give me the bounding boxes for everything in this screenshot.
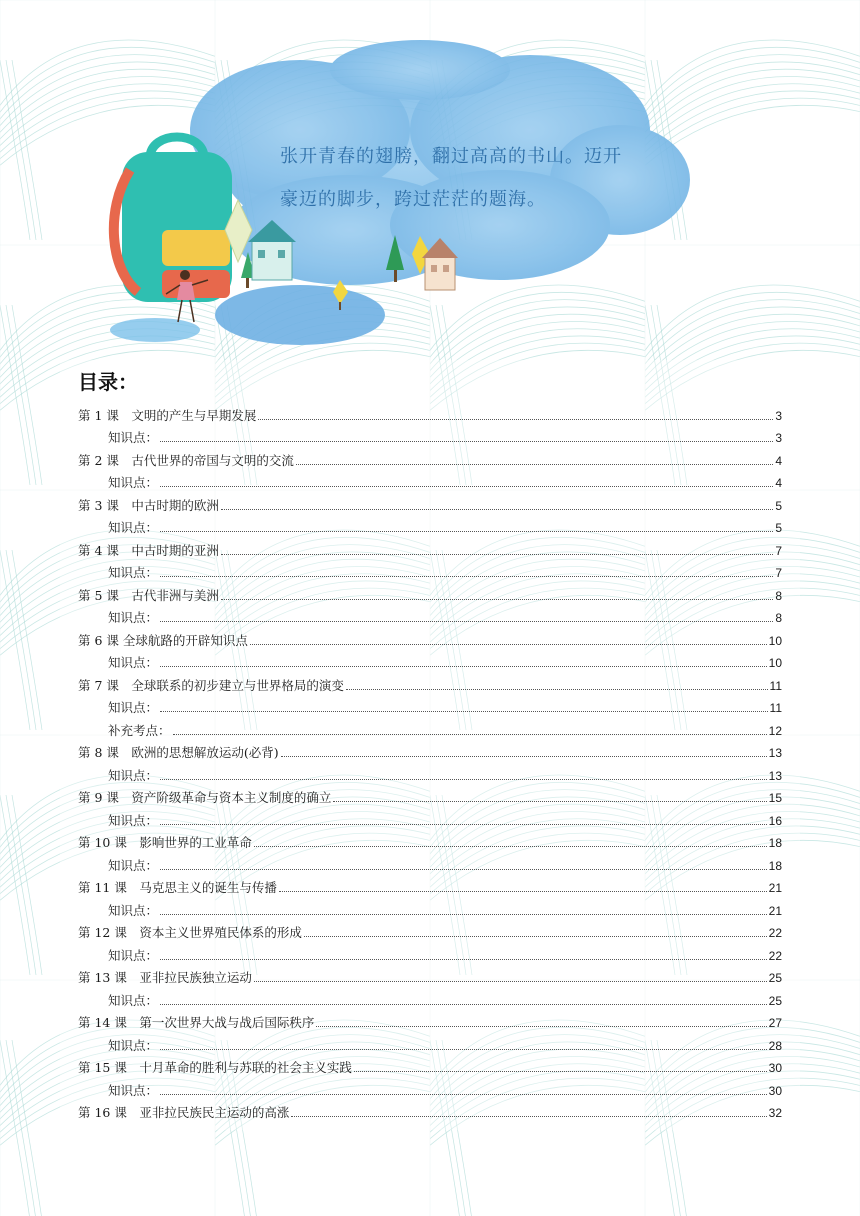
toc-page-number: 4	[775, 476, 782, 490]
toc-page-number: 10	[768, 656, 782, 670]
toc-page-number: 8	[775, 611, 782, 625]
toc-page-number: 11	[769, 678, 782, 693]
toc-subentry[interactable]	[78, 806, 782, 829]
toc-subentry[interactable]	[78, 851, 782, 874]
toc-entry[interactable]	[78, 1009, 782, 1032]
toc-page-number: 5	[775, 521, 782, 535]
toc-entry-label: 第 12 课 资本主义世界殖民体系的形成	[78, 925, 302, 940]
toc-leader-dots	[279, 890, 767, 892]
toc-leader-dots	[160, 958, 767, 960]
toc-page-number: 7	[775, 543, 782, 558]
toc-entry[interactable]	[78, 1099, 782, 1122]
toc-entry[interactable]	[78, 446, 782, 469]
toc-leader-dots	[281, 755, 767, 757]
toc-leader-dots	[354, 1070, 767, 1072]
toc-leader-dots	[221, 508, 773, 510]
toc-title: 目录：	[78, 370, 138, 394]
toc-entry-label: 第 7 课 全球联系的初步建立与世界格局的演变	[78, 677, 344, 693]
toc-page-number: 28	[768, 1038, 782, 1053]
toc-entry-label: 补充考点：	[108, 722, 171, 738]
puddle	[110, 318, 200, 342]
slogan-line-2: 豪迈的脚步，跨过茫茫的题海。	[280, 189, 546, 210]
slogan-line-1: 张开青春的翅膀，翻过高高的书山。迈开	[280, 146, 622, 167]
toc-page-number: 32	[768, 1106, 782, 1120]
toc-entry[interactable]	[78, 536, 782, 559]
toc-page-number: 3	[775, 431, 782, 445]
toc-leader-dots	[160, 1003, 767, 1005]
toc-page-number: 30	[768, 1061, 782, 1075]
toc-leader-dots	[296, 463, 773, 465]
toc-entry-label: 知识点：	[108, 857, 159, 873]
toc-entry-label: 知识点：	[108, 992, 159, 1008]
toc-entry-label: 第 9 课 资产阶级革命与资本主义制度的确立	[78, 790, 332, 805]
toc-entry-label: 知识点：	[108, 947, 159, 963]
toc-page-number: 10	[768, 633, 782, 648]
toc-subentry[interactable]	[78, 514, 782, 537]
toc-leader-dots	[160, 575, 773, 577]
toc-leader-dots	[160, 665, 767, 667]
toc-page-number: 15	[768, 791, 782, 805]
backpack-icon	[114, 137, 232, 302]
toc-entry[interactable]	[78, 784, 782, 807]
toc-entry[interactable]	[78, 919, 782, 942]
small-cloud	[215, 285, 385, 345]
toc-entry-label: 知识点：	[108, 700, 159, 715]
toc-entry[interactable]	[78, 829, 782, 852]
toc-entry-label: 第 6 课 全球航路的开辟知识点	[78, 632, 248, 648]
toc-leader-dots	[221, 553, 773, 555]
toc-entry[interactable]	[78, 964, 782, 987]
toc-page-number: 25	[768, 971, 782, 985]
toc-entry-label: 第 1 课 文明的产生与早期发展	[78, 407, 257, 423]
toc-page-number: 21	[768, 903, 782, 918]
toc-entry-label: 知识点：	[108, 902, 159, 918]
toc-leader-dots	[160, 710, 768, 712]
toc-entry-label: 第 11 课 马克思主义的诞生与传播	[78, 880, 277, 895]
toc-page-number: 16	[768, 813, 782, 828]
toc-subentry[interactable]	[78, 1076, 782, 1099]
toc-entry-label: 第 15 课 十月革命的胜利与苏联的社会主义实践	[78, 1060, 352, 1075]
toc-leader-dots	[160, 530, 773, 532]
toc-entry-label: 知识点：	[108, 520, 159, 535]
toc-entry[interactable]	[78, 1054, 782, 1077]
toc-subentry[interactable]	[78, 941, 782, 964]
toc-leader-dots	[316, 1025, 766, 1027]
toc-subentry[interactable]	[78, 649, 782, 672]
toc-leader-dots	[160, 778, 767, 780]
toc-entry-label: 第 13 课 亚非拉民族独立运动	[78, 970, 252, 985]
toc-entry[interactable]	[78, 671, 782, 694]
toc-leader-dots	[160, 440, 773, 442]
toc-leader-dots	[160, 1048, 767, 1050]
toc-page-number: 12	[768, 723, 782, 738]
toc-leader-dots	[254, 980, 767, 982]
toc-entry-label: 知识点：	[108, 430, 159, 445]
toc-leader-dots	[254, 845, 767, 847]
toc-entry-label: 第 5 课 古代非洲与美洲	[78, 587, 219, 603]
toc-subentry[interactable]	[78, 896, 782, 919]
toc-leader-dots	[173, 733, 767, 735]
toc-entry-label: 知识点：	[108, 565, 159, 580]
toc-entry[interactable]	[78, 626, 782, 649]
toc-entry-label: 第 16 课 亚非拉民族民主运动的高涨	[78, 1105, 290, 1120]
toc-subentry[interactable]	[78, 559, 782, 582]
toc-subentry[interactable]	[78, 761, 782, 784]
toc-page-number: 22	[768, 926, 782, 940]
toc-leader-dots	[258, 418, 773, 420]
toc-page-number: 7	[775, 566, 782, 580]
toc-leader-dots	[160, 868, 767, 870]
toc-page-number: 8	[775, 588, 782, 603]
toc-entry[interactable]	[78, 401, 782, 424]
toc-entry-label: 第 3 课 中古时期的欧洲	[78, 497, 219, 513]
table-of-contents	[78, 401, 782, 1121]
toc-leader-dots	[291, 1115, 766, 1117]
toc-subentry[interactable]	[78, 469, 782, 492]
toc-page-number: 18	[768, 836, 782, 850]
toc-leader-dots	[160, 823, 767, 825]
toc-subentry[interactable]	[78, 716, 782, 739]
toc-entry[interactable]	[78, 739, 782, 762]
toc-leader-dots	[250, 643, 767, 645]
toc-page-number: 11	[769, 701, 782, 715]
toc-subentry[interactable]	[78, 1031, 782, 1054]
toc-entry-label: 知识点：	[108, 1082, 159, 1098]
toc-page-number: 22	[768, 948, 782, 963]
toc-page-number: 25	[768, 993, 782, 1008]
toc-leader-dots	[160, 1093, 767, 1095]
toc-entry[interactable]	[78, 581, 782, 604]
toc-entry-label: 第 2 课 古代世界的帝国与文明的交流	[78, 452, 294, 468]
toc-page-number: 18	[768, 858, 782, 873]
toc-leader-dots	[160, 913, 767, 915]
toc-entry[interactable]	[78, 874, 782, 897]
toc-leader-dots	[333, 800, 766, 802]
toc-entry-label: 第 8 课 欧洲的思想解放运动(必背)	[78, 745, 279, 760]
toc-subentry[interactable]	[78, 694, 782, 717]
toc-subentry[interactable]	[78, 604, 782, 627]
toc-leader-dots	[160, 620, 773, 622]
toc-entry-label: 第 4 课 中古时期的亚洲	[78, 542, 219, 558]
toc-leader-dots	[304, 935, 767, 937]
toc-subentry[interactable]	[78, 986, 782, 1009]
toc-entry-label: 知识点：	[108, 610, 159, 625]
toc-page-number: 4	[775, 453, 782, 468]
toc-subentry[interactable]	[78, 424, 782, 447]
toc-page-number: 13	[768, 746, 782, 760]
toc-page-number: 5	[775, 498, 782, 513]
toc-entry-label: 知识点：	[108, 1037, 159, 1053]
toc-entry-label: 知识点：	[108, 655, 159, 670]
toc-page-number: 21	[768, 881, 782, 895]
toc-entry[interactable]	[78, 491, 782, 514]
toc-entry-label: 第 14 课 第一次世界大战与战后国际秩序	[78, 1015, 315, 1030]
toc-page-number: 13	[768, 768, 782, 783]
toc-page-number: 30	[768, 1083, 782, 1098]
toc-entry-label: 知识点：	[108, 767, 159, 783]
toc-leader-dots	[160, 485, 773, 487]
toc-page-number: 3	[775, 408, 782, 423]
toc-entry-label: 第 10 课 影响世界的工业革命	[78, 835, 252, 850]
toc-leader-dots	[221, 598, 773, 600]
toc-leader-dots	[346, 688, 768, 690]
toc-page-number: 27	[768, 1016, 782, 1030]
toc-entry-label: 知识点：	[108, 812, 159, 828]
toc-entry-label: 知识点：	[108, 475, 159, 490]
